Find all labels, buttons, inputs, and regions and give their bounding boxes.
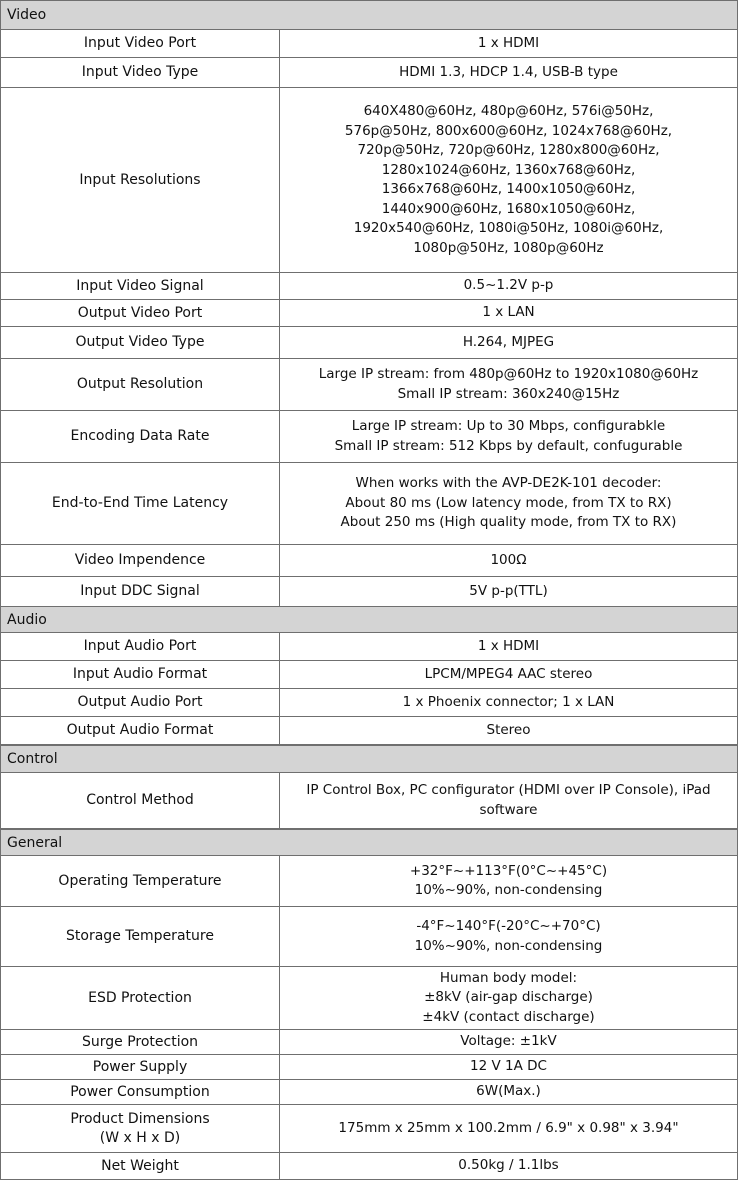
row-label: Power Consumption: [1, 1080, 280, 1104]
table-row: [0, 661, 738, 689]
row-label: Input Video Port: [1, 30, 280, 57]
table-row: [0, 856, 738, 907]
table-row: [0, 907, 738, 967]
table-row: [0, 1105, 738, 1153]
row-value: 5V p-p(TTL): [469, 582, 548, 599]
table-row: [0, 1030, 738, 1055]
row-label: Storage Temperature: [1, 907, 280, 966]
row-value: When works with the AVP-DE2K-101 decoder: About 80 ms (Low latency mode, from TX to RX) About 250 ms (High quality mode, from TX to RX): [340, 475, 677, 531]
table-row: [0, 58, 738, 88]
table-row: [0, 967, 738, 1030]
row-label: Output Audio Port: [1, 689, 280, 716]
table-row: [0, 463, 738, 545]
table-row: [0, 411, 738, 463]
row-value: 1 x Phoenix connector; 1 x LAN: [402, 693, 615, 710]
table-row: [0, 30, 738, 58]
row-value: Stereo: [486, 721, 531, 738]
table-row: [0, 1055, 738, 1080]
row-value: 640X480@60Hz, 480p@60Hz, 576i@50Hz, 576p@50Hz, 800x600@60Hz, 1024x768@60Hz, 720p@50Hz, 720p@60Hz, 1280x800@60Hz, 1280x1024@60Hz, 1360x768@60Hz, 1366x768@60Hz, 1400x1050@60Hz, 1440x900@60Hz, 1680x1050@60Hz, 1920x540@60Hz, 1080i@50Hz, 1080i@60Hz, 1080p@50Hz, 1080p@60Hz: [344, 103, 673, 256]
row-value: 1 x HDMI: [477, 34, 540, 51]
row-value: 1 x HDMI: [477, 637, 540, 654]
table-row: [0, 327, 738, 359]
row-value: LPCM/MPEG4 AAC stereo: [424, 665, 593, 682]
row-value: 1 x LAN: [482, 304, 535, 321]
row-value: 0.50kg / 1.1lbs: [458, 1157, 559, 1174]
section-header-control: Control: [0, 745, 738, 773]
row-value: 6W(Max.): [476, 1083, 541, 1100]
section-header-audio: Audio: [0, 606, 738, 633]
row-label: Input Video Signal: [1, 273, 280, 299]
row-label: Input DDC Signal: [1, 577, 280, 606]
row-value: H.264, MJPEG: [462, 333, 555, 350]
row-label: Output Video Port: [1, 300, 280, 326]
row-label: Input Video Type: [1, 58, 280, 87]
table-row: [0, 773, 738, 829]
row-value: IP Control Box, PC configurator (HDMI over IP Console), iPad software: [306, 782, 711, 818]
table-row: [0, 689, 738, 717]
row-value: 0.5~1.2V p-p: [463, 277, 554, 294]
row-value: Large IP stream: from 480p@60Hz to 1920x1080@60Hz Small IP stream: 360x240@15Hz: [318, 366, 699, 402]
row-label: Control Method: [1, 773, 280, 828]
table-row: [0, 633, 738, 661]
row-label: Input Audio Format: [1, 661, 280, 688]
row-label: Operating Temperature: [1, 856, 280, 906]
row-label: Power Supply: [1, 1055, 280, 1079]
table-row: [0, 1080, 738, 1105]
row-label: Encoding Data Rate: [1, 411, 280, 462]
row-label: End-to-End Time Latency: [1, 463, 280, 544]
row-label: ESD Protection: [1, 967, 280, 1029]
row-value: -4°F~140°F(-20°C~+70°C) 10%~90%, non-condensing: [414, 918, 603, 954]
table-row: [0, 273, 738, 300]
row-value: Large IP stream: Up to 30 Mbps, configurabkle Small IP stream: 512 Kbps by default, confugurable: [334, 418, 683, 454]
row-label: Video Impendence: [1, 545, 280, 576]
table-row: [0, 545, 738, 577]
row-label: Product Dimensions (W x H x D): [1, 1105, 280, 1152]
row-label: Input Audio Port: [1, 633, 280, 660]
row-label: Surge Protection: [1, 1030, 280, 1054]
row-value: HDMI 1.3, HDCP 1.4, USB-B type: [399, 63, 618, 80]
row-value: 100Ω: [490, 551, 527, 568]
table-row: [0, 88, 738, 273]
row-value: +32°F~+113°F(0°C~+45°C) 10%~90%, non-condensing: [409, 862, 608, 898]
section-header-video: Video: [0, 0, 738, 30]
table-row: [0, 577, 738, 607]
row-label: Net Weight: [1, 1153, 280, 1179]
row-value: Human body model: ±8kV (air-gap discharge) ±4kV (contact discharge): [422, 969, 595, 1025]
table-row: [0, 717, 738, 745]
row-label: Output Resolution: [1, 359, 280, 410]
table-row: [0, 300, 738, 327]
row-value: Voltage: ±1kV: [460, 1033, 557, 1050]
section-header-general: General: [0, 829, 738, 856]
row-label: Output Audio Format: [1, 717, 280, 744]
table-row: [0, 359, 738, 411]
row-label: Input Resolutions: [1, 88, 280, 272]
row-value: 12 V 1A DC: [470, 1058, 547, 1075]
row-value: 175mm x 25mm x 100.2mm / 6.9" x 0.98" x 3.94": [338, 1119, 679, 1136]
table-row: [0, 1153, 738, 1180]
row-label: Output Video Type: [1, 327, 280, 358]
